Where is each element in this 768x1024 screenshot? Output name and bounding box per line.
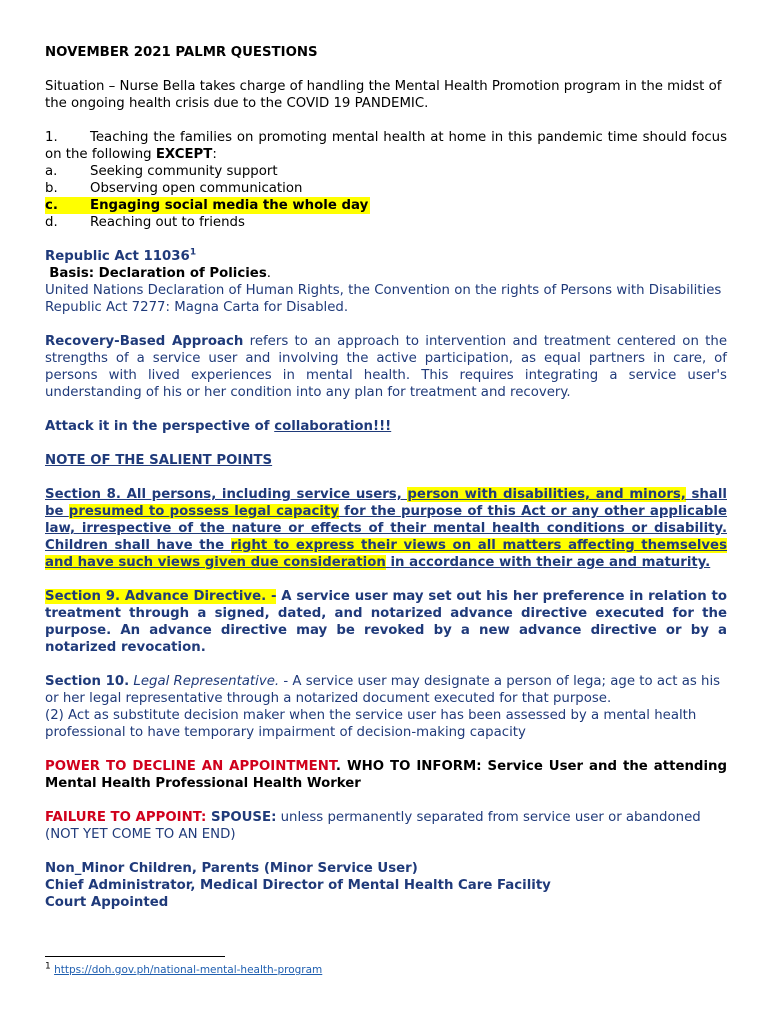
ra-basis <box>45 265 727 282</box>
document-body <box>45 44 727 911</box>
footnote <box>45 963 322 977</box>
s10-italic: Legal Representative. <box>133 674 280 689</box>
option-text: Observing open communication <box>90 181 303 196</box>
power-dot: . <box>335 759 341 774</box>
option-d <box>45 214 727 231</box>
recovery-paragraph <box>45 333 727 401</box>
s8-text-1: Section 8. All persons, including service users, <box>45 487 408 502</box>
option-key: d. <box>45 215 58 230</box>
question-number: 1. <box>45 130 58 145</box>
basis-end: . <box>266 266 271 281</box>
footnote-ref: 1 <box>189 247 197 258</box>
option-text: Engaging social media the whole day <box>90 198 369 213</box>
s8-highlight-1: person with disabilities, and minors, <box>407 487 686 502</box>
section-10-item-2: (2) Act as substitute decision maker when the service user has been assessed by a mental health professional to have temporary impairment of decision-making capacity <box>45 708 697 740</box>
s8-text-3: for the purpose of this Act or any other applicable law, irrespective of the nature or effects of their mental health conditions or disability. Children shall have the <box>45 504 728 553</box>
failure-text: unless permanently separated from service user or abandoned <box>276 810 701 825</box>
order-item-1: Non_Minor Children, Parents (Minor Service User) <box>45 861 418 876</box>
question-stem-end: : <box>212 147 217 162</box>
power-rest: WHO TO INFORM: Service User and the attending Mental Health Professional Health Worker <box>45 759 727 791</box>
question-1 <box>45 129 727 163</box>
s8-highlight-3: right to express their views on all matters affecting themselves and have such views given due consideration <box>45 538 727 570</box>
option-text: Seeking community support <box>90 164 278 179</box>
attack-emphasis: collaboration!!! <box>274 419 392 434</box>
option-b <box>45 180 727 197</box>
recovery-term: Recovery-Based Approach <box>45 334 244 349</box>
situation-text: Situation – Nurse Bella takes charge of handling the Mental Health Promotion program in the midst of the ongoing health crisis due to the COVID 19 PANDEMIC. <box>45 79 722 111</box>
s8-highlight-2: presumed to possess legal capacity <box>68 504 339 519</box>
order-item-2: Chief Administrator, Medical Director of Mental Health Care Facility <box>45 878 551 893</box>
order-item-3: Court Appointed <box>45 895 169 910</box>
failure-to-appoint <box>45 809 727 826</box>
failure-red-label: FAILURE TO APPOINT: <box>45 810 207 825</box>
section-10 <box>45 673 727 707</box>
un-line: United Nations Declaration of Human Rights, the Convention on the rights of Persons with Disabilities <box>45 283 722 298</box>
option-c-answer <box>45 197 370 214</box>
footnote-link[interactable]: https://doh.gov.ph/national-mental-health-program <box>54 964 323 976</box>
basis-label: Basis: Declaration of Policies <box>49 266 267 281</box>
s9-text: A service user may set out his her preference in relation to treatment through a signed, dated, and notarized advance directive executed for the purpose. An advance directive may be revoked by a new advance directive or by a notarized revocation. <box>45 589 727 655</box>
magna-carta-line: Republic Act 7277: Magna Carta for Disabled. <box>45 300 349 315</box>
section-8 <box>45 486 727 571</box>
attack-prefix: Attack it in the perspective of <box>45 419 275 434</box>
power-to-decline <box>45 758 727 792</box>
section-9 <box>45 588 727 656</box>
question-emphasis: EXCEPT <box>155 147 213 162</box>
footnote-mark: 1 <box>45 961 51 972</box>
s8-text-2: shall be <box>45 487 727 519</box>
ra-title-text: Republic Act 11036 <box>45 249 190 264</box>
footnote-divider <box>45 956 225 957</box>
power-red-label: POWER TO DECLINE AN APPOINTMENT <box>45 759 336 774</box>
option-key: a. <box>45 164 58 179</box>
s10-label: Section 10. <box>45 674 130 689</box>
s8-text-4: in accordance with their age and maturity. <box>385 555 711 570</box>
option-a <box>45 163 727 180</box>
option-key: b. <box>45 181 58 196</box>
salient-points-heading: NOTE OF THE SALIENT POINTS <box>45 453 273 468</box>
question-stem: Teaching the families on promoting mental health at home in this pandemic time should focus on the following <box>45 130 727 162</box>
page-title: NOVEMBER 2021 PALMR QUESTIONS <box>45 45 318 60</box>
failure-line-2: (NOT YET COME TO AN END) <box>45 827 236 842</box>
option-text: Reaching out to friends <box>90 215 245 230</box>
ra-title <box>45 248 727 265</box>
option-key: c. <box>45 198 58 213</box>
s9-label: Section 9. Advance Directive. - <box>45 589 277 604</box>
recovery-text: refers to an approach to intervention and treatment centered on the strengths of a service user and involving the active participation, as equal partners in care, of persons with lived experiences in mental health. This requires integrating a service user's understanding of his or her condition into any plan for treatment and recovery. <box>45 334 728 400</box>
s10-text: - A service user may designate a person of lega; age to act as his or her legal representative through a notarized document executed for that purpose. <box>45 674 721 706</box>
failure-bold: SPOUSE: <box>206 810 277 825</box>
attack-line <box>45 418 727 435</box>
